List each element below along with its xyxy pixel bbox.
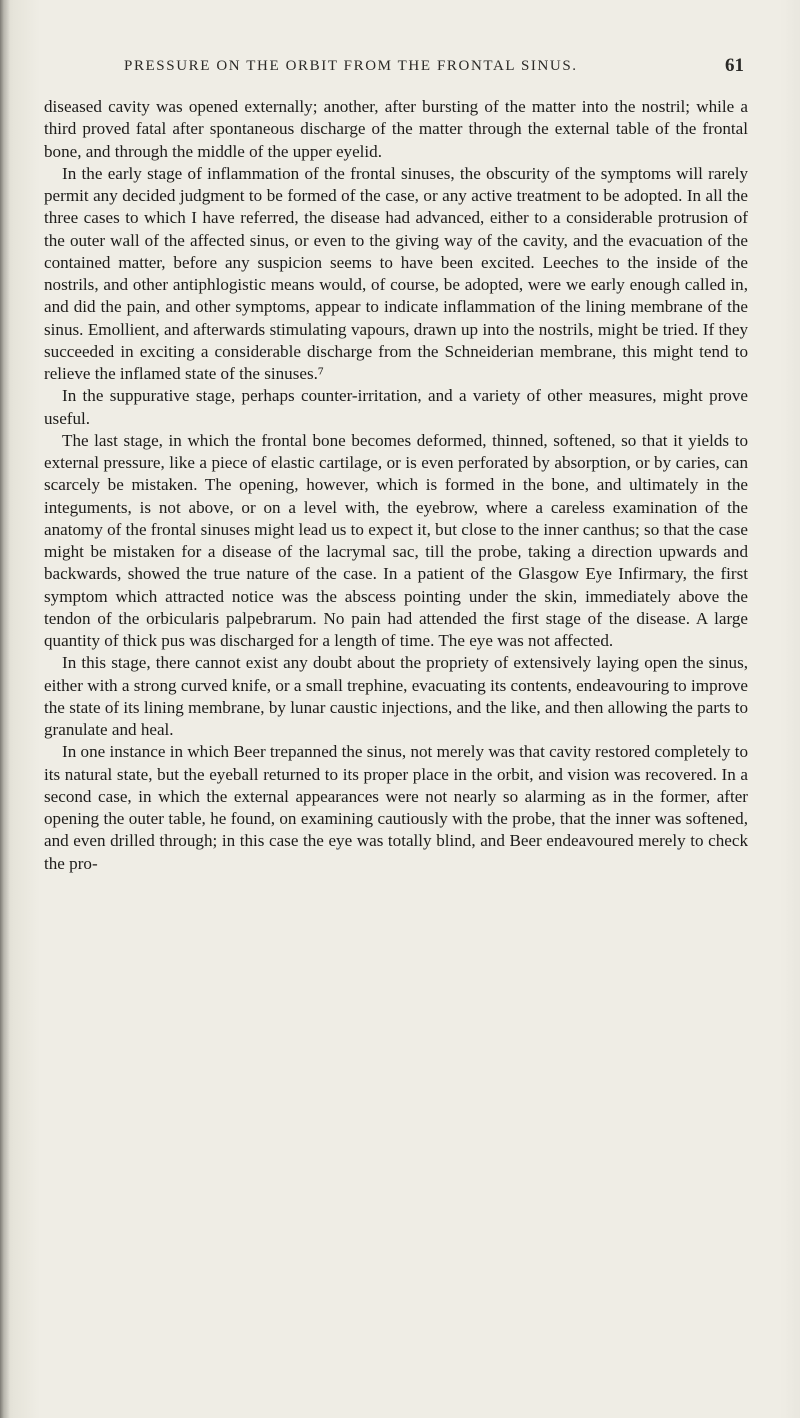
running-title: PRESSURE ON THE ORBIT FROM THE FRONTAL SINUS.	[124, 58, 578, 74]
paragraph: In one instance in which Beer trepanned the sinus, not merely was that cavity restored completely to its natural state, but the eyeball returned to its proper place in the orbit, and vision was recovered. In a second case, in which the external appearances were not nearly so alarming as in the former, after opening the outer table, he found, on examining cautiously with the probe, that the inner was softened, and even drilled through; in this case the eye was totally blind, and Beer endeavoured merely to check the pro-	[44, 742, 748, 873]
paragraph: In the suppurative stage, perhaps counter-irritation, and a variety of other measures, might prove useful.	[44, 386, 748, 428]
page-number: 61	[725, 55, 744, 76]
binding-gutter-shadow	[0, 0, 10, 1418]
paragraph: The last stage, in which the frontal bone becomes deformed, thinned, softened, so that it yields to external pressure, like a piece of elastic cartilage, or is even perforated by absorption, or by caries, can scarcely be mistaken. The opening, however, which is formed in the bone, and ultimately in the integuments, is not above, or on a level with, the eyebrow, where a careless examination of the anatomy of the frontal sinuses might lead us to expect it, but close to the inner canthus; so that the case might be mistaken for a disease of the lacrymal sac, till the probe, taking a direction upwards and backwards, showed the true nature of the case. In a patient of the Glasgow Eye Infirmary, the first symptom which attracted notice was the abscess pointing under the skin, immediately above the tendon of the orbicularis palpebrarum. No pain had attended the first stage of the disease. A large quantity of thick pus was discharged for a length of time. The eye was not affected.	[44, 430, 748, 650]
paragraph: In this stage, there cannot exist any doubt about the propriety of extensively laying open the sinus, either with a strong curved knife, or a small trephine, evacuating its contents, endeavouring to improve the state of its lining membrane, by lunar caustic injections, and the like, and then allowing the parts to granulate and heal.	[44, 653, 748, 739]
body-text	[44, 96, 748, 875]
page-header	[36, 55, 744, 81]
paragraph: In the early stage of inflammation of the frontal sinuses, the obscurity of the symptoms will rarely permit any decided judgment to be formed of the case, or any active treatment to be adopted. In all the three cases to which I have referred, the disease had advanced, either to a considerable protrusion of the outer wall of the affected sinus, or even to the giving way of the cavity, and the evacuation of the contained matter, before any suspicion seems to have been excited. Leeches to the inside of the nostrils, and other antiphlogistic means would, of course, be adopted, were we early enough called in, and did the pain, and other symptoms, appear to indicate inflammation of the lining membrane of the sinus. Emollient, and afterwards stimulating vapours, drawn up into the nostrils, might be tried. If they succeeded in exciting a considerable discharge from the Schneiderian membrane, this might tend to relieve the inflamed state of the sinuses.⁷	[44, 163, 748, 383]
paragraph-continued: diseased cavity was opened externally; another, after bursting of the matter into the nostril; while a third proved fatal after spontaneous discharge of the matter through the external table of the frontal bone, and through the middle of the upper eyelid.	[44, 97, 748, 161]
